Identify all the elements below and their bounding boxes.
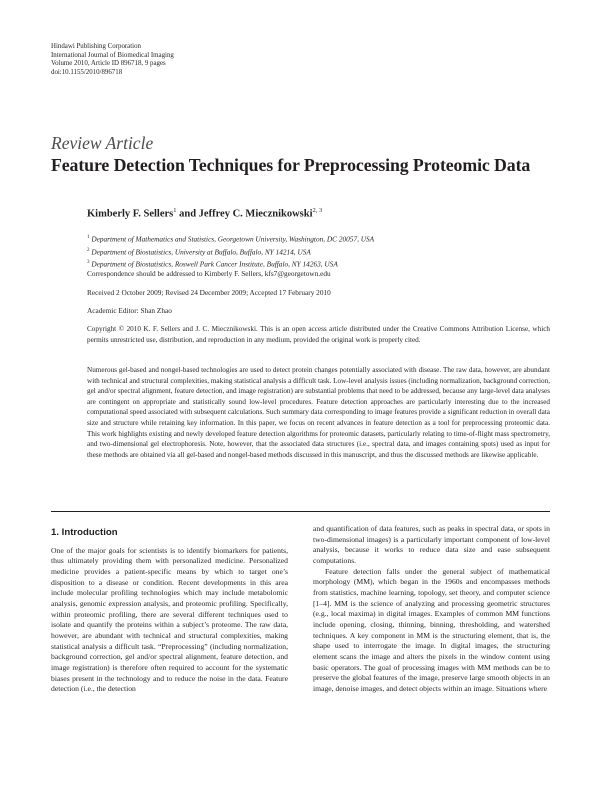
affiliation-number: 3	[87, 260, 90, 266]
affiliation	[87, 245, 374, 258]
publication-dates: Received 2 October 2009; Revised 24 December 2009; Accepted 17 February 2010	[87, 288, 331, 297]
affiliation-number: 1	[87, 235, 90, 240]
left-column	[51, 524, 288, 695]
author-list	[87, 207, 322, 220]
doi-line: doi:10.1155/2010/896718	[51, 68, 123, 76]
affiliation-number: 2	[87, 247, 90, 253]
body-paragraph: and quantification of data features, such as peaks in spectral data, or spots in two-dimensional images) is a particularly important component of low-level analysis, because it works to reduce data size and ease subsequent computations.	[313, 524, 550, 565]
copyright-notice: Copyright © 2010 K. F. Sellers and J. C. Miecznikowski. This is an open access article distributed under the Creative Commons Attribution License, which permits unrestricted use, distribution, and reproduction in any medium, provided the original work is properly cited.	[87, 325, 550, 344]
journal-name: International Journal of Biomedical Imaging	[51, 51, 174, 59]
publisher-line: Hindawi Publishing Corporation	[51, 43, 141, 50]
section-heading: 1. Introduction	[51, 527, 118, 538]
abstract: Numerous gel-based and nongel-based technologies are used to detect protein changes potentially associated with disease. The raw data, however, are abundant with technical and structural complexities, making statistical analysis a difficult task. Low-level analysis issues (including normalization, background correction, gel and/or spectral alignment, feature detection, and image registration) are substantial problems that need to be addressed, because any large-level data analyses are contingent on appropriate and statistically sound low-level procedures. Feature detection approaches are particularly interesting due to the increased computational speed associated with subsequent calculations. Such summary data corresponding to image features provide a significant reduction in overall data size and structure while retaining key information. In this paper, we focus on recent advances in feature detection as a tool for preprocessing proteomic data. This work highlights existing and newly developed feature detection algorithms for proteomic datasets, particularly relating to time-of-flight mass spectrometry, and two-dimensional gel electrophoresis. Note, however, that the associated data structures (i.e., spectral data, and images containing spots) used as input for these methods are obtained via all gel-based and nongel-based methods discussed in this manuscript, and thus the discussed methods are likewise applicable.	[87, 366, 550, 459]
affiliation	[87, 257, 374, 270]
author-affil-marker: 2, 3	[312, 207, 323, 214]
author-name: Jeffrey C. Miecznikowski	[198, 208, 313, 220]
right-column	[313, 524, 550, 695]
affiliation-text: Department of Biostatistics, University at Buffalo, Buffalo, NY 14214, USA	[89, 246, 311, 256]
author-affil-marker: 1	[173, 207, 177, 214]
body-paragraph: Feature detection falls under the general subject of mathematical morphology (MM), which began in the 1960s and encompasses methods from statistics, machine learning, topology, set theory, and computer science [1–4]. MM is the science of analyzing and processing geometric structures (e.g., local maxima) in digital images. Examples of common MM functions include opening, closing, thinning, binning, thresholding, and watershed techniques. A key component in MM is the structuring element, that is, the shape used to interrogate the image. In digital images, the structuring element scans the image and alters the pixels in the window content using basic operators. The goal of processing images with MM methods can be to preserve the global features of the image, preserve large smooth objects in an image, denoise images, and detect objects within an image. Situations where	[313, 566, 550, 693]
affiliation-text: Department of Biostatistics, Roswell Park Cancer Institute, Buffalo, NY 14263, USA	[89, 259, 338, 269]
correspondence: Correspondence should be addressed to Kimberly F. Sellers, kfs7@georgetown.edu	[87, 269, 331, 278]
journal-header	[51, 43, 174, 77]
body-paragraph: One of the major goals for scientists is to identify biomarkers for patients, thus ultimately providing them with personalized medicine. Personalized medicine provides a patient-specific means by which to target one’s disposition to a disease or condition. Recent developments in this area include molecular profiling technologies which may include metabolomic analysis, genomic expression analysis, and proteomic profiling. Specifically, within proteomic profiling, there are several different techniques used to isolate and quantify the proteins within a subject’s proteome. The raw data, however, are abundant with technical and structural complexities, making statistical analysis a difficult task. “Preprocessing” (including normalization, background correction, gel and/or spectral alignment, feature detection, and image registration) is therefore often required to account for the systematic biases present in the technology and to reduce the noise in the data. Feature detection (i.e., the detection	[51, 545, 288, 694]
paper-title: Feature Detection Techniques for Preprocessing Proteomic Data	[51, 155, 531, 175]
volume-line: Volume 2010, Article ID 896718, 9 pages	[51, 60, 166, 68]
article-type: Review Article	[51, 133, 154, 153]
academic-editor: Academic Editor: Shan Zhao	[87, 306, 172, 315]
author-conjunction: and	[176, 208, 199, 220]
author-name: Kimberly F. Sellers	[87, 208, 174, 220]
affiliations	[87, 232, 374, 270]
affiliation-text: Department of Mathematics and Statistics, Georgetown University, Washington, DC 20057, USA	[89, 234, 375, 244]
affiliation	[87, 232, 374, 245]
section-divider	[51, 511, 550, 512]
